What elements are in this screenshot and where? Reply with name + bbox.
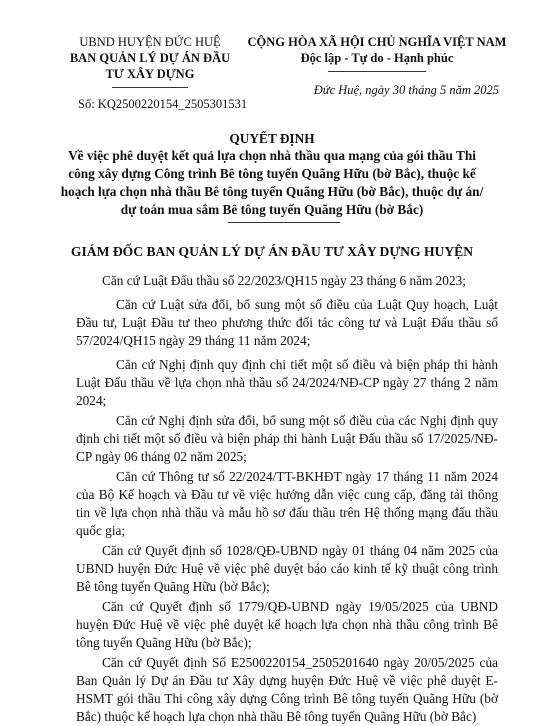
document-date: Đức Huệ, ngày 30 tháng 5 năm 2025: [313, 83, 499, 97]
title-divider: [228, 222, 340, 223]
decision-heading: QUYẾT ĐỊNH: [229, 131, 315, 146]
issuing-authority-line3: TƯ XÂY DỰNG: [105, 67, 195, 81]
legal-basis-paragraph-7: Căn cứ Quyết định số 1779/QĐ-UBND ngày 19/05/2025 của UBND huyện Đức Huệ về việc phê duyệt kế hoạch lựa chọn nhà thầu công trình Bê tông tuyến Quãng Hữu (bờ Bắc);: [76, 599, 498, 650]
national-motto: Độc lập - Tự do - Hạnh phúc: [300, 51, 454, 65]
legal-basis-paragraph-2: Căn cứ Luật sửa đổi, bổ sung một số điều của Luật Quy hoạch, Luật Đầu tư, Luật Đầu tư theo phương thức đối tác công tư và Luật Đấu thầu số 57/2024/QH15 ngày 29 tháng 11 năm 2024;: [76, 297, 498, 348]
right-header-divider: [328, 71, 426, 72]
left-header-divider: [112, 87, 188, 88]
issuing-authority-line1: UBND HUYỆN ĐỨC HUỆ: [79, 35, 221, 49]
decision-subject-line2: công xây dựng Công trình Bê tông tuyến Quãng Hữu (bờ Bắc), thuộc kế: [68, 166, 476, 181]
issuing-authority-line2: BAN QUẢN LÝ DỰ ÁN ĐẦU: [69, 51, 231, 65]
legal-basis-paragraph-6: Căn cứ Quyết định số 1028/QĐ-UBND ngày 01 tháng 04 năm 2025 của UBND huyện Đức Huệ về việc phê duyệt báo cáo kinh tế kỹ thuật công trình Bê tông tuyến Quãng Hữu (bờ Bắc);: [76, 543, 498, 594]
decision-subject-line4: dự toán mua sắm Bê tông tuyến Quãng Hữu (bờ Bắc): [120, 202, 424, 217]
legal-basis-paragraph-1: Căn cứ Luật Đấu thầu số 22/2023/QH15 ngày 23 tháng 6 năm 2023;: [102, 273, 466, 288]
legal-basis-paragraph-8: Căn cứ Quyết định Số E2500220154_2505201640 ngày 20/05/2025 của Ban Quản lý Dự án Đầu tư Xây dựng huyện Đức Huệ về việc phê duyệt E-HSMT gói thầu Thi công xây dựng Công trình Bê tông tuyến Quãng Hữu (bờ Bắc) thuộc kế hoạch lựa chọn nhà thầu Bê tông tuyến Quãng Hữu (bờ Bắc): [76, 655, 498, 724]
decision-subject-line1: Về việc phê duyệt kết quả lựa chọn nhà thầu qua mạng của gói thầu Thi: [68, 148, 476, 163]
legal-basis-paragraph-5: Căn cứ Thông tư số 22/2024/TT-BKHĐT ngày 17 tháng 11 năm 2024 của Bộ Kế hoạch và Đầu tư về việc hướng dẫn việc cung cấp, đăng tải thông tin về lựa chọn nhà thầu và mẫu hồ sơ đấu thầu trên Hệ thống mạng đấu thầu quốc gia;: [76, 469, 498, 538]
national-title: CỘNG HÒA XÃ HỘI CHỦ NGHĨA VIỆT NAM: [247, 35, 507, 49]
signing-authority: GIÁM ĐỐC BAN QUẢN LÝ DỰ ÁN ĐẦU TƯ XÂY DỰNG HUYỆN: [70, 244, 474, 259]
legal-basis-paragraph-3: Căn cứ Nghị định quy định chi tiết một số điều và biện pháp thi hành Luật Đấu thầu về lựa chọn nhà thầu số 24/2024/NĐ-CP ngày 27 tháng 2 năm 2024;: [76, 357, 498, 408]
document-number: Số: KQ2500220154_2505301531: [78, 97, 248, 111]
decision-subject-line3: hoạch lựa chọn nhà thầu Bê tông tuyến Quãng Hữu (bờ Bắc), thuộc dự án/: [60, 184, 484, 199]
legal-basis-paragraph-4: Căn cứ Nghị định sửa đổi, bổ sung một số điều của các Nghị định quy định chi tiết một số điều và biện pháp thi hành Luật Đấu thầu số 17/2025/NĐ-CP ngày 06 tháng 02 năm 2025;: [76, 413, 498, 464]
